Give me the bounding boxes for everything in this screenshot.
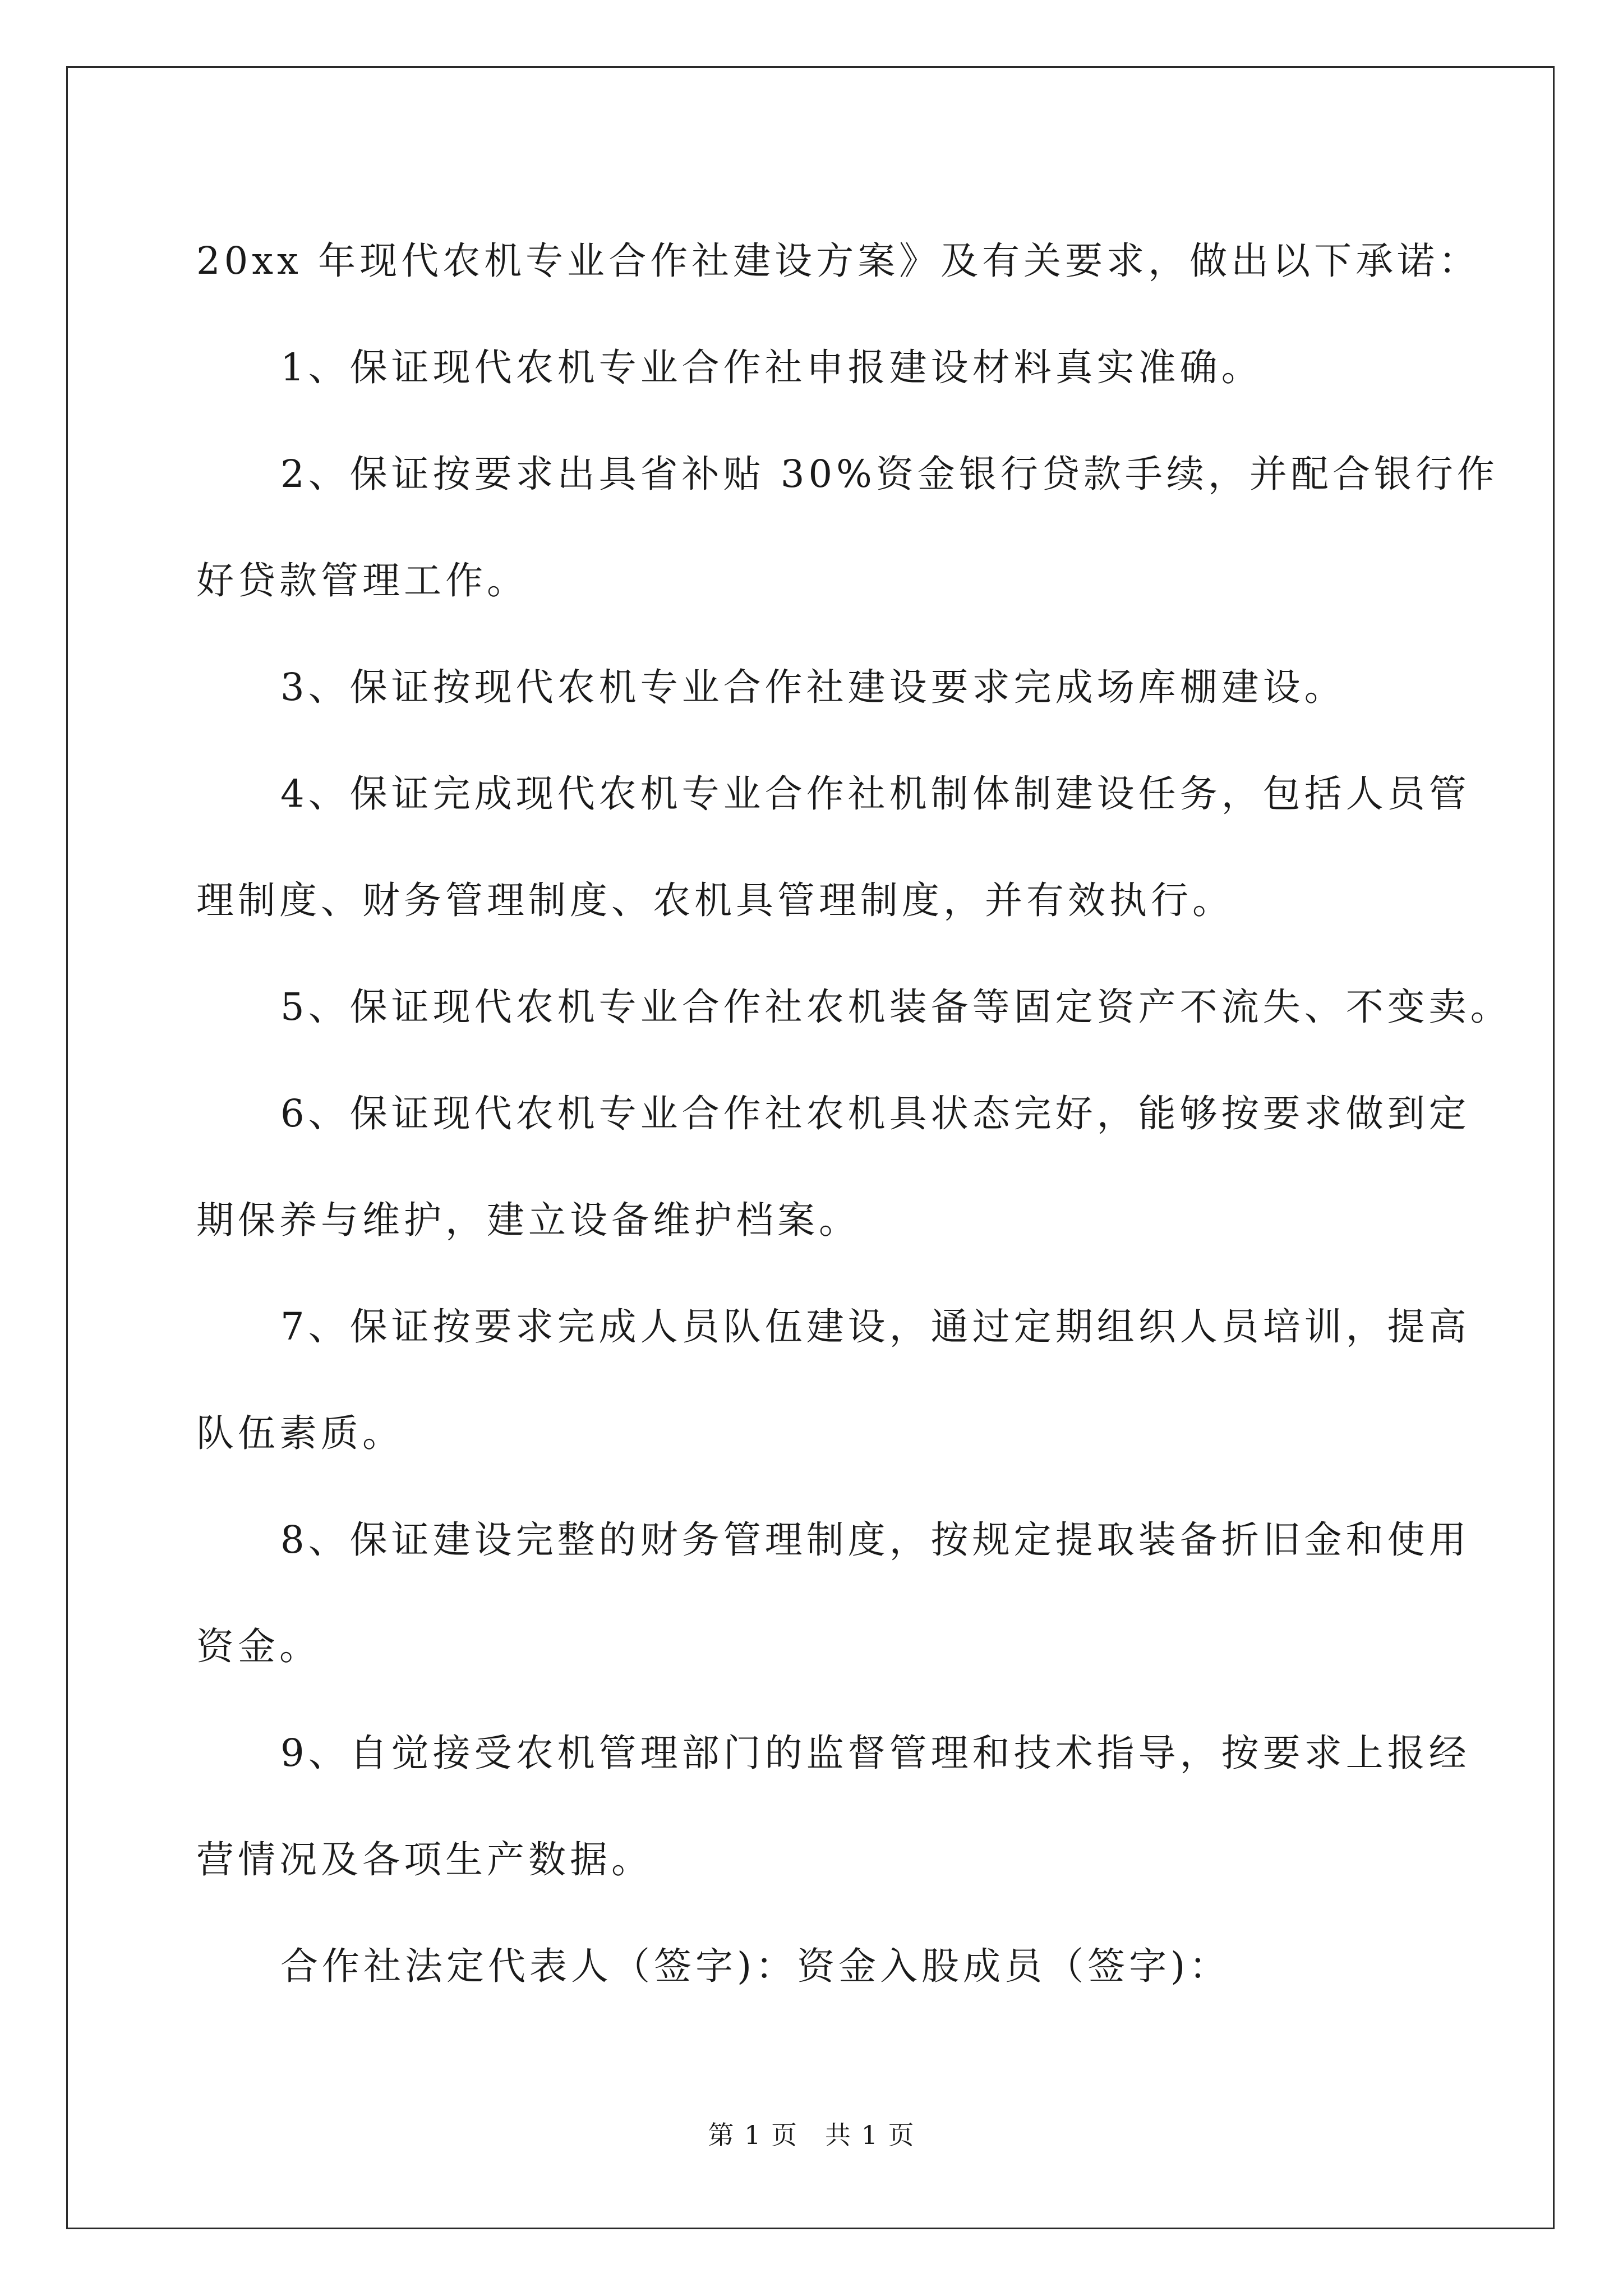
paragraph-item-4: 4、保证完成现代农机专业合作社机制体制建设任务，包括人员管 bbox=[280, 772, 1470, 816]
paragraph-item-6: 6、保证现代农机专业合作社农机具状态完好，能够按要求做到定 bbox=[280, 1092, 1470, 1135]
paragraph-item-2-cont: 好贷款管理工作。 bbox=[196, 559, 528, 602]
signature-line: 合作社法定代表人（签字)：资金入股成员（签字)： bbox=[280, 1944, 1231, 1988]
paragraph-item-9-cont: 营情况及各项生产数据。 bbox=[196, 1838, 653, 1881]
paragraph-item-1: 1、保证现代农机专业合作社申报建设材料真实准确。 bbox=[280, 346, 1263, 389]
paragraph-item-4-cont: 理制度、财务管理制度、农机具管理制度，并有效执行。 bbox=[196, 878, 1234, 922]
paragraph-item-3: 3、保证按现代农机专业合作社建设要求完成场库棚建设。 bbox=[280, 665, 1346, 709]
paragraph-item-9: 9、自觉接受农机管理部门的监督管理和技术指导，按要求上报经 bbox=[280, 1731, 1470, 1775]
paragraph-item-8-cont: 资金。 bbox=[196, 1625, 321, 1668]
paragraph-item-7-cont: 队伍素质。 bbox=[196, 1411, 404, 1455]
paragraph-intro: 20xx 年现代农机专业合作社建设方案》及有关要求，做出以下承诺： bbox=[196, 239, 1481, 283]
paragraph-item-7: 7、保证按要求完成人员队伍建设，通过定期组织人员培训，提高 bbox=[280, 1305, 1470, 1349]
paragraph-item-6-cont: 期保养与维护，建立设备维护档案。 bbox=[196, 1198, 860, 1242]
paragraph-item-8: 8、保证建设完整的财务管理制度，按规定提取装备折旧金和使用 bbox=[280, 1518, 1470, 1562]
paragraph-item-5: 5、保证现代农机专业合作社农机装备等固定资产不流失、不变卖。 bbox=[280, 985, 1512, 1029]
document-body bbox=[196, 208, 1512, 2019]
page-footer: 第 1 页 共 1 页 bbox=[708, 2120, 915, 2150]
paragraph-item-2: 2、保证按要求出具省补贴 30%资金银行贷款手续，并配合银行作 bbox=[280, 452, 1498, 496]
